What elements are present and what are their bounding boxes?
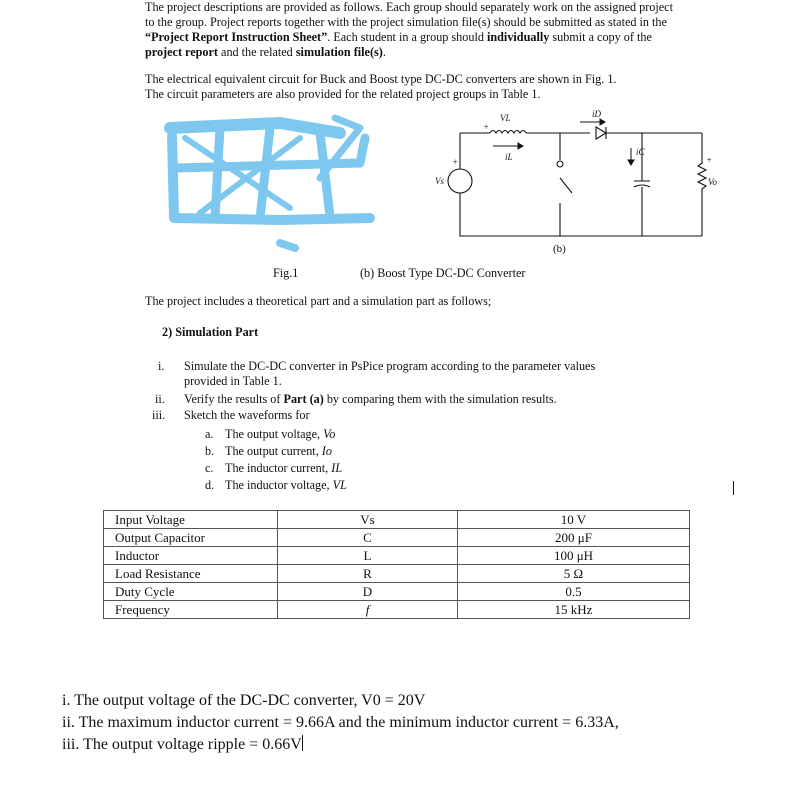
waveform-list — [205, 427, 347, 495]
il-label: iL — [505, 152, 513, 162]
figure-caption-title: (b) Boost Type DC-DC Converter — [360, 266, 526, 280]
step-2-number: ii. — [155, 392, 165, 406]
step-3-text: Sketch the waveforms for — [184, 408, 310, 422]
step-2-text — [184, 392, 557, 407]
id-label: iD — [592, 109, 601, 119]
source-vs-icon — [448, 169, 472, 193]
waveform-symbol: VL — [332, 478, 347, 492]
waveform-text: The output voltage, — [225, 427, 324, 441]
current-arrows — [493, 119, 634, 165]
waveform-item — [205, 478, 347, 495]
waveform-letter: a. — [205, 427, 214, 441]
waveform-symbol: IL — [331, 461, 343, 475]
vl-label: VL — [500, 113, 511, 123]
table-row — [104, 565, 690, 583]
waveform-symbol: Vo — [323, 427, 336, 441]
table-row — [104, 547, 690, 565]
ic-label: iC — [636, 147, 645, 157]
intro-line-4-end: . — [382, 45, 386, 59]
param-name: Load Resistance — [104, 565, 278, 583]
answer-3 — [62, 734, 619, 756]
switch-icon — [560, 178, 572, 193]
answers-block[interactable] — [62, 690, 619, 756]
param-name: Duty Cycle — [104, 583, 278, 601]
vo-plus: + — [706, 155, 713, 165]
step-2-a: Verify the results of — [184, 392, 284, 406]
inductor-icon — [490, 131, 526, 134]
param-value: 10 V — [458, 511, 690, 529]
intro-line-3-end: submit a copy of the — [549, 30, 652, 44]
vs-label: Vs — [435, 176, 444, 186]
figure-caption-number: Fig.1 — [273, 266, 299, 280]
intro-line-3 — [145, 30, 685, 45]
answer-1: i. The output voltage of the DC-DC converter, V0 = 20V — [62, 692, 426, 709]
param-symbol: C — [278, 529, 458, 547]
waveform-text: The inductor voltage, — [225, 478, 333, 492]
step-1-text — [184, 359, 684, 389]
step-2-c: by comparing them with the simulation results. — [323, 392, 557, 406]
redaction-scribble — [170, 118, 370, 248]
step-1-line-2: provided in Table 1. — [184, 374, 282, 388]
parameter-table — [103, 510, 690, 619]
instruction-sheet-ref: “Project Report Instruction Sheet” — [145, 30, 328, 44]
intro-line-2: to the group. Project reports together with the project simulation file(s) should be submitted as stated in the — [145, 15, 667, 29]
part-a-emphasis: Part (a) — [283, 392, 324, 406]
intro-line-4-text: and the related — [217, 45, 296, 59]
circuit-line-1: The electrical equivalent circuit for Buck and Boost type DC-DC converters are shown in Fig. 1. — [145, 72, 617, 86]
param-name: Output Capacitor — [104, 529, 278, 547]
vo-label: Vo — [708, 177, 717, 187]
param-name: Frequency — [104, 601, 278, 619]
project-parts-text: The project includes a theoretical part and a simulation part as follows; — [145, 294, 492, 308]
answer-2: ii. The maximum inductor current = 9.66A and the minimum inductor current = 6.33A, — [62, 714, 619, 731]
text-cursor — [733, 481, 734, 495]
intro-line-1: The project descriptions are provided as follows. Each group should separately work on the assigned project — [145, 0, 673, 14]
simulation-files-emphasis: simulation file(s) — [295, 45, 383, 59]
param-symbol: Vs — [278, 511, 458, 529]
param-value: 0.5 — [458, 583, 690, 601]
intro-paragraph — [145, 0, 685, 60]
waveform-text: The inductor current, — [225, 461, 332, 475]
step-1-line-1: Simulate the DC-DC converter in PsPice program according to the parameter values — [184, 359, 596, 373]
circuit-line-2: The circuit parameters are also provided for the related project groups in Table 1. — [145, 87, 541, 101]
load-resistor-icon — [698, 133, 706, 236]
table-row — [104, 601, 690, 619]
param-value: 5 Ω — [458, 565, 690, 583]
intro-line-3-text: . Each student in a group should — [327, 30, 487, 44]
answer-3-text: iii. The output voltage ripple = 0.66V — [62, 736, 302, 753]
boost-converter-figure — [160, 108, 730, 278]
waveform-item — [205, 444, 347, 461]
intro-line-4 — [145, 45, 685, 60]
table-row — [104, 529, 690, 547]
waveform-letter: c. — [205, 461, 214, 475]
param-symbol: R — [278, 565, 458, 583]
circuit-wiring — [448, 127, 706, 236]
individually-emphasis: individually — [486, 30, 550, 44]
vl-plus: + — [483, 122, 490, 132]
waveform-letter: d. — [205, 478, 215, 492]
param-symbol: f — [278, 601, 458, 619]
param-name: Input Voltage — [104, 511, 278, 529]
waveform-text: The output current, — [225, 444, 322, 458]
answer-cursor — [302, 735, 303, 751]
param-value: 100 μH — [458, 547, 690, 565]
param-value: 15 kHz — [458, 601, 690, 619]
vs-plus: + — [452, 157, 459, 167]
step-1-number: i. — [158, 359, 165, 373]
subfigure-label: (b) — [553, 243, 566, 255]
waveform-item — [205, 427, 347, 444]
waveform-letter: b. — [205, 444, 215, 458]
table-row — [104, 511, 690, 529]
param-symbol: L — [278, 547, 458, 565]
project-report-emphasis: project report — [145, 45, 218, 59]
circuit-description — [145, 72, 685, 102]
waveform-item — [205, 461, 347, 478]
step-3-number: iii. — [152, 408, 166, 422]
param-symbol: D — [278, 583, 458, 601]
diode-icon — [596, 127, 606, 139]
param-value: 200 μF — [458, 529, 690, 547]
table-row — [104, 583, 690, 601]
waveform-symbol: Io — [321, 444, 332, 458]
simulation-part-heading: 2) Simulation Part — [162, 325, 259, 339]
switch-contact-icon — [557, 161, 563, 167]
param-name: Inductor — [104, 547, 278, 565]
